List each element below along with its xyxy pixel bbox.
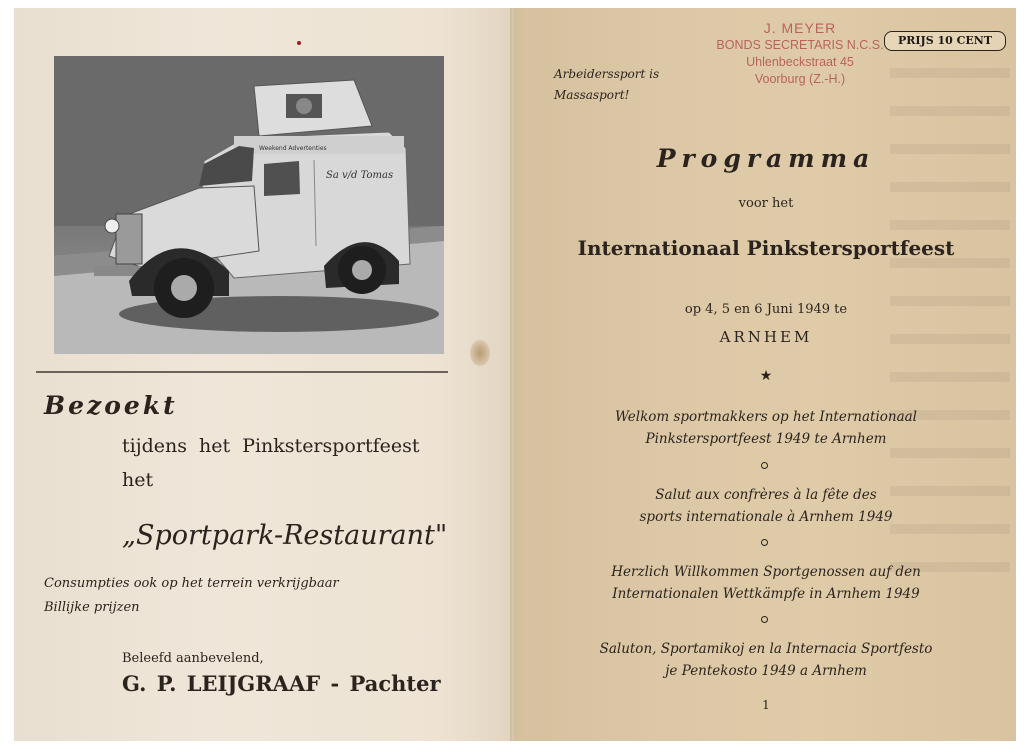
price-badge: PRIJS 10 CENT <box>884 31 1006 51</box>
star-ornament: ★ <box>759 368 773 384</box>
message-line: Saluton, Sportamikoj en la Internacia Sportfesto <box>599 641 933 657</box>
message-line: Pinkstersportfeest 1949 te Arnhem <box>645 431 887 447</box>
truck-photo <box>54 56 444 354</box>
message-line: Salut aux confrères à la fête des <box>655 487 877 503</box>
front-hubcap <box>171 275 197 301</box>
welcome-dutch <box>516 406 1016 450</box>
prices-note: Billijke prijzen <box>44 600 140 615</box>
message-line: je Pentekosto 1949 a Arnhem <box>665 663 867 679</box>
message-line: Welkom sportmakkers op het Internationaal <box>614 409 917 425</box>
proprietor-signature: G. P. LEIJGRAAF - Pachter <box>122 671 441 696</box>
event-dates: op 4, 5 en 6 Juni 1949 te <box>684 302 848 317</box>
stamp-line-4: Voorburg (Z.-H.) <box>754 72 846 86</box>
side-window <box>264 161 300 196</box>
grille <box>116 214 142 264</box>
headlight <box>105 219 119 233</box>
circle-ornament <box>761 539 768 546</box>
booklet-spread <box>14 8 1016 741</box>
slogan-line-1: Arbeiderssport is <box>554 67 660 81</box>
slogan <box>554 64 659 106</box>
message-line: sports internationale à Arnhem 1949 <box>639 509 893 525</box>
truck-top-text: Weekend Advertenties <box>259 145 327 152</box>
welcome-german <box>516 561 1016 605</box>
truck-side-text: Sa v/d Tomas <box>326 170 394 181</box>
ad-heading: Bezoekt <box>44 391 178 420</box>
divider-rule <box>36 371 448 373</box>
consumpties-note: Consumpties ook op het terrein verkrijgbaar <box>44 576 339 591</box>
voor-het: voor het <box>738 196 794 211</box>
event-name: Internationaal Pinkstersportfeest <box>577 236 955 260</box>
event-city: ARNHEM <box>719 328 813 346</box>
message-line: Herzlich Willkommen Sportgenossen auf den <box>611 564 921 580</box>
circle-ornament <box>761 462 768 469</box>
welcome-french <box>516 484 1016 528</box>
page-title: Programma <box>656 144 876 173</box>
secretary-stamp <box>702 20 898 88</box>
rear-hubcap <box>352 260 372 280</box>
restaurant-name: „Sportpark-Restaurant" <box>122 520 448 551</box>
stamp-line-2: BONDS SECRETARIS N.C.S. <box>716 38 884 52</box>
recommendation: Beleefd aanbevelend, <box>122 651 264 666</box>
truck-illustration <box>54 56 444 354</box>
left-page <box>14 8 510 741</box>
slogan-line-2: Massasport! <box>554 88 630 102</box>
ad-line-2: het <box>122 469 154 491</box>
ad-line-1: tijdens het Pinkstersportfeest <box>122 435 420 457</box>
circle-ornament <box>761 616 768 623</box>
right-page <box>516 8 1016 741</box>
page-number: 1 <box>762 698 770 712</box>
stamp-line-3: Uhlenbeckstraat 45 <box>746 55 854 69</box>
stamp-line-1: J. MEYER <box>763 20 837 36</box>
loudspeaker-center <box>296 98 312 114</box>
ink-speck <box>297 41 301 45</box>
welcome-esperanto <box>516 638 1016 682</box>
message-line: Internationalen Wettkämpfe in Arnhem 1949 <box>612 586 920 602</box>
stain <box>470 340 490 366</box>
